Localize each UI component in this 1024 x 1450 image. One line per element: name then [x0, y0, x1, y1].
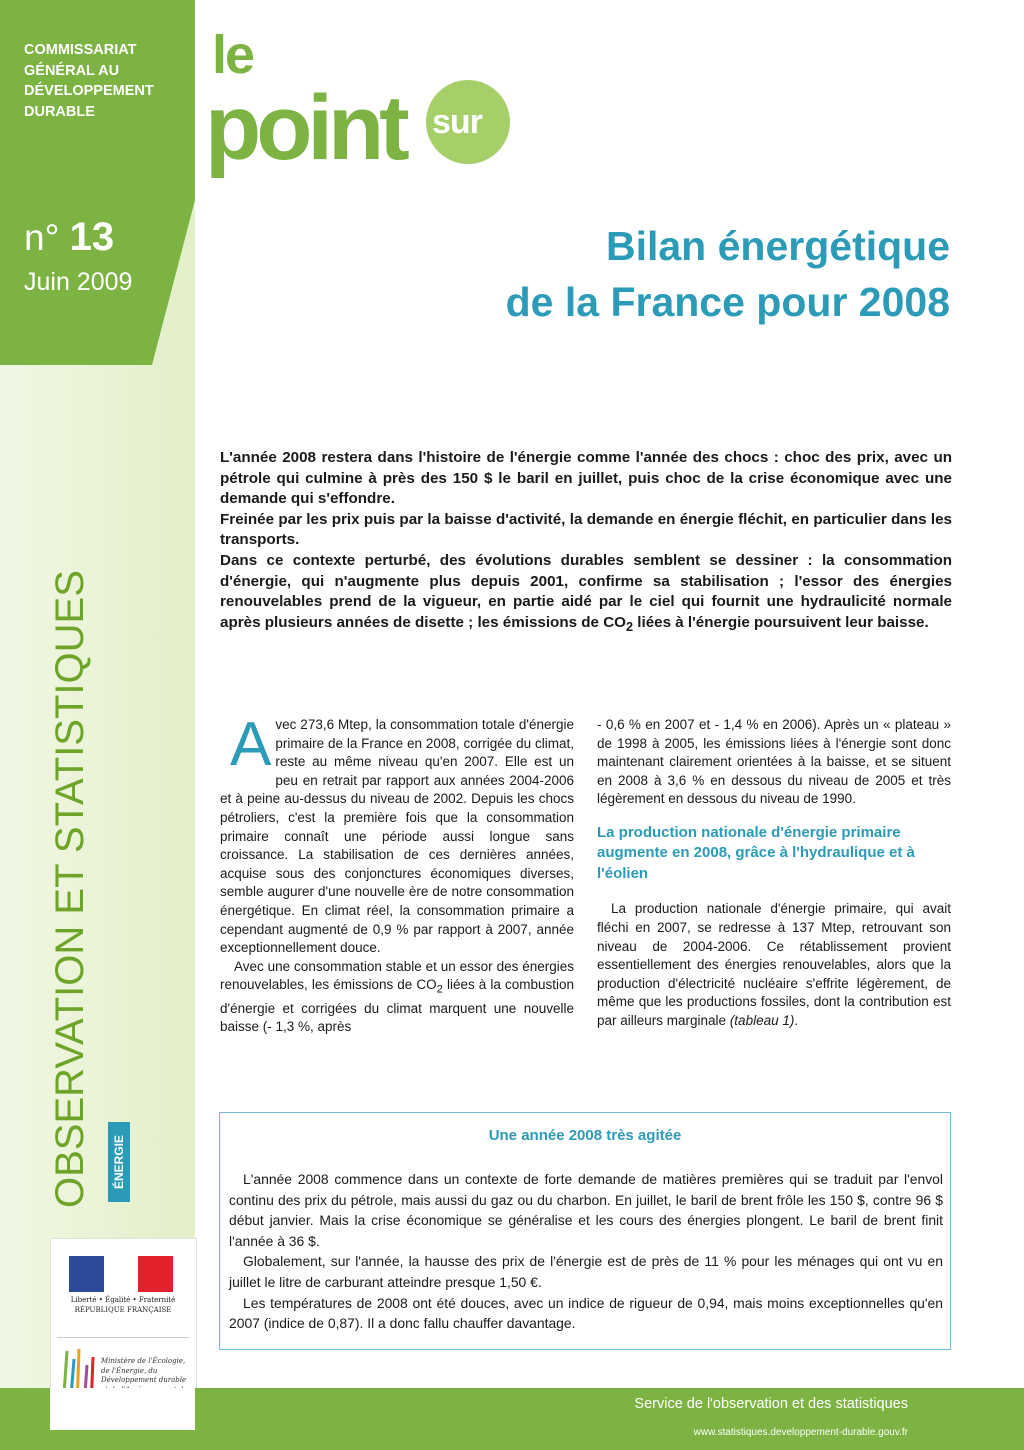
flag-motto: Liberté • Égalité • Fraternité [70, 1296, 176, 1304]
issue-number [24, 216, 114, 259]
highlight-box [219, 1112, 951, 1350]
right-p2-text: La production nationale d'énergie primaire, qui avait fléchi en 2007, se redresse à 137 Mtep, retrouvant son niveau de 2004-2006. Ce rétablissement provient essentiellement des énergies renouvelables, alors que la production d'électricité nucléaire s'effrite légèrement, de même que les productions fossiles, dont la contribution est par ailleurs marginale [597, 901, 951, 1029]
logo-point: point [205, 77, 405, 179]
left-p2-text: Avec une consommation stable et un essor des énergies renouvelables, les émissions de CO [220, 958, 574, 993]
box-paragraph-2: Globalement, sur l'année, la hausse des prix de l'énergie est de près de 11 % pour les ménages qui ont vu en juillet le litre de carburant atteindre presque 1,50 €. [229, 1253, 943, 1290]
right-p2-end: . [794, 1013, 799, 1029]
left-paragraph-2 [220, 958, 574, 1037]
logo-sur: sur [432, 103, 482, 141]
box-paragraph-1: L'année 2008 commence dans un contexte de forte demande de matières premières qui se traduit par l'envol continu des prix du pétrole, mais aussi du gaz ou du charbon. En juillet, le baril de brent frôle les 150 $, contre 96 $ début janvier. Mais la crise économique se généralise et les cours des énergies plongent. Le baril de brent finit l'année à 36 $. [229, 1171, 943, 1249]
flag-caption [59, 1295, 187, 1315]
co2-subscript: 2 [626, 619, 634, 634]
drop-cap: A [230, 710, 272, 779]
issue-date: Juin 2009 [24, 268, 133, 296]
footer-website-link[interactable]: www.statistiques.developpement-durable.gouv.fr [693, 1427, 908, 1438]
article-right-column [597, 716, 951, 1031]
republic-name: RÉPUBLIQUE FRANÇAISE [74, 1306, 172, 1314]
intro-p3-end: liées à l'énergie poursuivent leur baisse. [633, 613, 929, 631]
box-title: Une année 2008 très agitée [488, 1127, 682, 1144]
intro-paragraph-1: L'année 2008 restera dans l'histoire de l'énergie comme l'année des chocs : choc des prix, avec un pétrole qui culmine à près des 150 $ le baril en juillet, puis choc de la crise économique avec une demande qui s'effondre. [220, 449, 952, 508]
ministry-name: COMMISSARIAT GÉNÉRAL AU DÉVELOPPEMENT DURABLE [24, 42, 154, 120]
page-title [506, 218, 950, 330]
logo-le: le [212, 25, 254, 85]
right-paragraph-1: - 0,6 % en 2007 et - 1,4 % en 2006). Après un « plateau » de 1998 à 2005, les émissions liées à l'énergie sont donc maintenant clairement orientées à la baisse, et se situent en 2008 à 3,6 % en dessous du niveau de 2005 et très légèrement en dessous du niveau de 1990. [597, 717, 951, 807]
box-body [229, 1169, 943, 1334]
left-p2-end: liées à la combustion d'énergie et corrigées du climat marquent une nouvelle baisse (- 1,3 %, après [220, 977, 574, 1035]
co2-subscript: 2 [436, 984, 443, 996]
issue-number-value: 13 [69, 215, 115, 259]
introduction [220, 448, 952, 637]
footer-logo-area [50, 1388, 195, 1430]
left-paragraph-1 [220, 710, 574, 958]
issue-prefix: n° [24, 217, 60, 258]
footer-service-name: Service de l'observation et des statistiques [634, 1396, 908, 1412]
right-paragraph-2 [597, 900, 951, 1030]
title-line-1: Bilan énergétique [605, 223, 950, 269]
category-badge: ÉNERGIE [108, 1122, 130, 1202]
ministry-full-name: Ministère de l'Écologie, de l'Énergie, du Développement durable [101, 1357, 187, 1384]
french-flag-icon [69, 1256, 173, 1292]
article-left-column [220, 710, 574, 1037]
logo-divider [57, 1337, 189, 1338]
left-p1-text: vec 273,6 Mtep, la consommation totale d'énergie primaire de la France en 2008, corrigée du climat, reste au même niveau qu'en 2007. Elle est un peu en retrait par rapport aux années 2004-2006 et à peine au-dessus du niveau de 2002. Depuis les chocs pétroliers, c'est la première fois que la consommation primaire connaît une période aussi longue sans croissance. La stabilisation de ces dernières années, acquise sous des conjonctures économiques diverses, semble augurer d'une nouvelle ère de notre consommation énergétique. En climat réel, la consommation primaire a cependant augmenté de 0,9 % par rapport à 2007, année exceptionnellement douce. [220, 717, 574, 956]
vertical-title: OBSERVATION ET STATISTIQUES [48, 570, 92, 1208]
intro-paragraph-3 [220, 551, 952, 637]
section-subheading: La production nationale d'énergie primaire augmente en 2008, grâce à l'hydraulique et à l'éolien [597, 823, 915, 882]
table-reference-link[interactable]: (tableau 1) [729, 1013, 795, 1029]
title-line-2: de la France pour 2008 [505, 279, 950, 325]
intro-p3-text: Dans ce contexte perturbé, des évolutions durables semblent se dessiner : la consommation d'énergie, qui n'augmente plus depuis 2001, confirme sa stabilisation ; l'essor des énergies renouvelables prend de la vigueur, en partie aidé par le ciel qui fournit une hydraulicité normale après plusieurs années de disette ; les émissions de CO [220, 551, 952, 631]
intro-paragraph-2: Freinée par les prix puis par la baisse d'activité, la demande en énergie fléchit, en particulier dans les transports. [220, 510, 952, 549]
box-paragraph-3: Les températures de 2008 ont été douces, avec un indice de rigueur de 0,94, mais moins exceptionnelles qu'en 2007 (indice de 0,87). Il a donc fallu chauffer davantage. [229, 1294, 943, 1332]
